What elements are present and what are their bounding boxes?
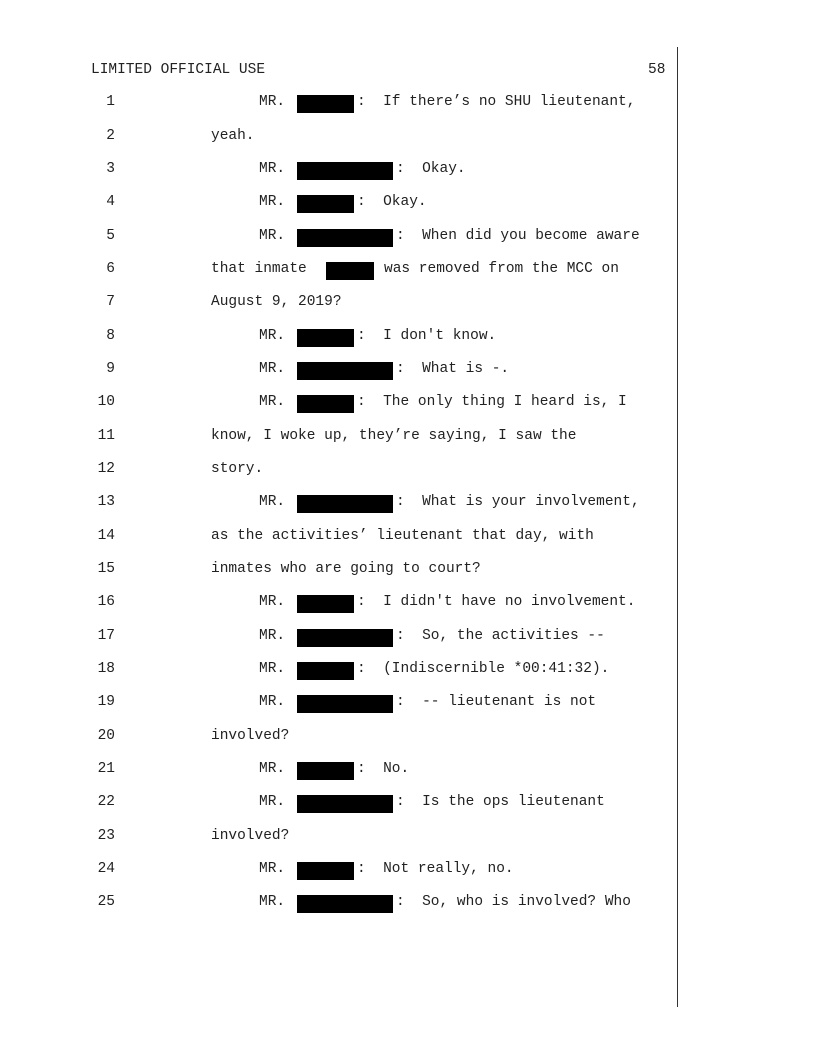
line-number: 17 [97,628,115,644]
speaker-prefix: MR. [259,194,286,210]
line-number: 4 [106,194,115,210]
transcript-line [0,461,680,481]
line-number: 23 [97,828,115,844]
transcript-line [0,561,680,581]
redaction-box [297,762,354,780]
line-text: : No. [357,761,410,777]
line-number: 5 [106,228,115,244]
line-text: : Okay. [357,194,427,210]
line-text: inmates who are going to court? [211,561,481,577]
transcript-line [0,294,680,314]
redaction-box [297,629,393,647]
transcript-line [0,94,680,114]
transcript-line [0,228,680,248]
redaction-box [297,162,393,180]
redaction-box [326,262,374,280]
line-number: 1 [106,94,115,110]
speaker-prefix: MR. [259,661,286,677]
transcript-line [0,828,680,848]
transcript-line [0,194,680,214]
line-text: as the activities’ lieutenant that day, with [211,528,594,544]
line-number: 2 [106,128,115,144]
line-number: 15 [97,561,115,577]
line-text: involved? [211,828,290,844]
line-text: : Is the ops lieutenant [396,794,605,810]
transcript-line [0,428,680,448]
line-number: 3 [106,161,115,177]
line-text: : So, who is involved? Who [396,894,631,910]
transcript-line [0,394,680,414]
redaction-box [297,229,393,247]
line-number: 16 [97,594,115,610]
line-number: 13 [97,494,115,510]
speaker-prefix: MR. [259,761,286,777]
line-text: : I didn't have no involvement. [357,594,636,610]
transcript-line [0,261,680,281]
transcript-line [0,528,680,548]
transcript-line [0,594,680,614]
line-text: : The only thing I heard is, I [357,394,627,410]
transcript-line [0,494,680,514]
speaker-prefix: MR. [259,794,286,810]
redaction-box [297,662,354,680]
line-number: 14 [97,528,115,544]
line-number: 6 [106,261,115,277]
line-text: : If there’s no SHU lieutenant, [357,94,636,110]
transcript-line [0,894,680,914]
line-number: 10 [97,394,115,410]
transcript-line [0,794,680,814]
speaker-prefix: MR. [259,628,286,644]
redaction-box [297,795,393,813]
speaker-prefix: MR. [259,494,286,510]
line-number: 7 [106,294,115,310]
line-number: 8 [106,328,115,344]
redaction-box [297,862,354,880]
redaction-box [297,595,354,613]
speaker-prefix: MR. [259,894,286,910]
speaker-prefix: MR. [259,394,286,410]
line-text: : Okay. [396,161,466,177]
redaction-box [297,195,354,213]
line-text: : So, the activities -- [396,628,605,644]
line-text: : (Indiscernible *00:41:32). [357,661,610,677]
line-number: 12 [97,461,115,477]
redaction-box [297,95,354,113]
line-number: 9 [106,361,115,377]
transcript-line [0,328,680,348]
line-number: 21 [97,761,115,777]
line-text: story. [211,461,264,477]
speaker-prefix: MR. [259,594,286,610]
line-number: 24 [97,861,115,877]
line-text: know, I woke up, they’re saying, I saw the [211,428,577,444]
line-number: 20 [97,728,115,744]
line-text: was removed from the MCC on [384,261,619,277]
transcript-line [0,361,680,381]
transcript-line [0,694,680,714]
transcript-line [0,861,680,881]
classification-header: LIMITED OFFICIAL USE [91,62,266,78]
line-text: involved? [211,728,290,744]
redaction-box [297,495,393,513]
transcript-line [0,128,680,148]
page-number: 58 [648,62,666,78]
speaker-prefix: MR. [259,361,286,377]
line-number: 19 [97,694,115,710]
line-number: 11 [97,428,115,444]
line-text: : Not really, no. [357,861,514,877]
speaker-prefix: MR. [259,861,286,877]
speaker-prefix: MR. [259,694,286,710]
transcript-line [0,728,680,748]
transcript-line [0,628,680,648]
line-number: 18 [97,661,115,677]
redaction-box [297,362,393,380]
line-text: : What is your involvement, [396,494,640,510]
redaction-box [297,329,354,347]
transcript-line [0,761,680,781]
speaker-prefix: MR. [259,161,286,177]
transcript-line [0,161,680,181]
speaker-prefix: MR. [259,94,286,110]
redaction-box [297,895,393,913]
transcript-line [0,661,680,681]
redaction-box [297,395,354,413]
speaker-prefix: MR. [259,228,286,244]
line-text: : What is -. [396,361,510,377]
line-text: August 9, 2019? [211,294,342,310]
line-text: that inmate [211,261,307,277]
speaker-prefix: MR. [259,328,286,344]
line-text: : When did you become aware [396,228,640,244]
redaction-box [297,695,393,713]
line-text: : -- lieutenant is not [396,694,597,710]
line-text: yeah. [211,128,255,144]
line-number: 25 [97,894,115,910]
line-number: 22 [97,794,115,810]
line-text: : I don't know. [357,328,497,344]
